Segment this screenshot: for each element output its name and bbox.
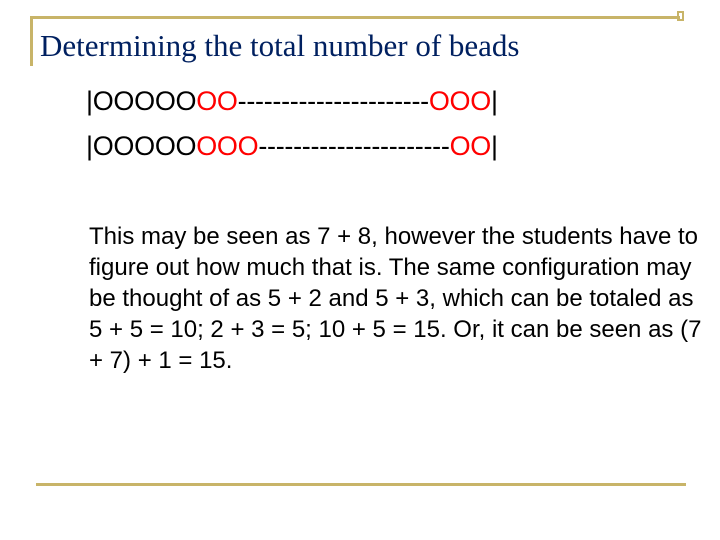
frame-bottom-line	[36, 483, 686, 486]
rack-edge-left: |	[86, 86, 93, 116]
frame-corner-mark	[677, 11, 684, 21]
frame-top-line	[30, 16, 680, 19]
explanation-text: This may be seen as 7 + 8, however the students have to figure out how much that is. The same configuration may be thought of as 5 + 2 and 5 + 3, which can be totaled as 5 + 5 = 10; 2 + 3 = 5; 10 + 5 = 15. Or, it can be seen as (7 + 7) + 1 = 15.	[89, 223, 702, 374]
rack-edge-right: |	[490, 131, 498, 161]
black-beads: OOOOO	[92, 131, 197, 161]
red-beads-left: OO	[196, 86, 238, 116]
rack-wire: ----------------------	[237, 86, 429, 116]
rack-edge-right: |	[490, 86, 498, 116]
red-beads-right: OO	[449, 131, 491, 161]
red-beads-right: OOO	[428, 86, 491, 116]
bead-row-2	[86, 131, 498, 162]
rack-edge-left: |	[86, 131, 93, 161]
frame-left-line	[30, 16, 33, 66]
black-beads: OOOOO	[92, 86, 197, 116]
rack-wire: ----------------------	[258, 131, 450, 161]
slide-title: Determining the total number of beads	[40, 28, 520, 63]
red-beads-left: OOO	[196, 131, 259, 161]
bead-row-1	[86, 86, 498, 117]
